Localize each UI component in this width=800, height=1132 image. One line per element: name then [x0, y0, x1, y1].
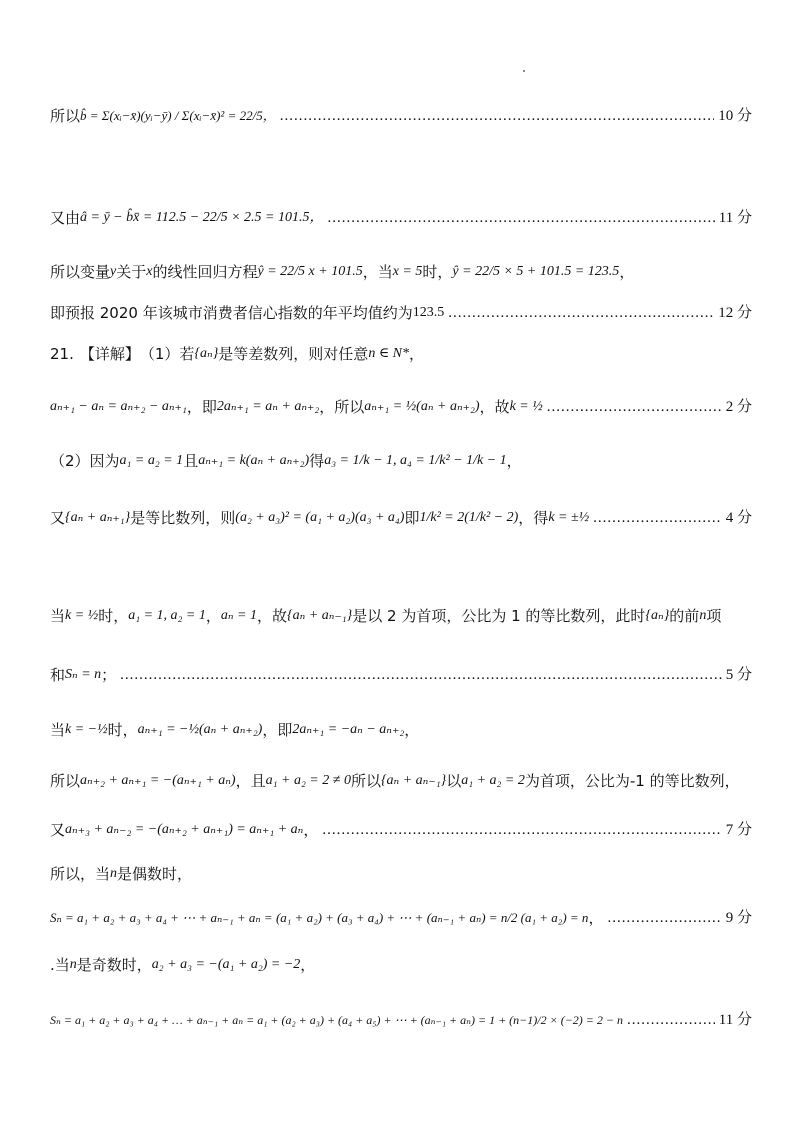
line-recurrence — [50, 820, 752, 840]
text: 所以变量 — [50, 263, 111, 281]
text: 当 — [50, 721, 66, 739]
formula: a₂ + a₃ = −(a₁ + a₂) = −2 — [151, 957, 301, 972]
formula-k: k = ±½ — [548, 510, 590, 525]
value: 123.5 — [412, 305, 445, 320]
text: （1）若 — [139, 345, 195, 363]
text: 所以 — [50, 772, 81, 790]
score: 12 分 — [718, 305, 752, 321]
text: ，即 — [262, 721, 293, 739]
var-y: y — [110, 264, 117, 279]
sequence: {aₙ + aₙ₋₁} — [287, 608, 353, 623]
text: ， — [303, 821, 319, 839]
text: 所以，当 — [50, 865, 111, 883]
formula: aₙ₊₁ = ½(aₙ + aₙ₊₂) — [364, 399, 480, 414]
formula: 2aₙ₊₁ = aₙ + aₙ₊₂ — [216, 399, 320, 414]
text: ，且 — [235, 772, 266, 790]
score: 9 分 — [725, 910, 752, 926]
text: 的前 — [669, 607, 700, 625]
text: ； — [101, 666, 117, 684]
formula-regression: ŷ = 22/5 x + 101.5 — [257, 264, 363, 279]
leader-dots — [120, 665, 722, 685]
sequence: {aₙ} — [645, 608, 670, 623]
formula: aₙ₊₁ = k(aₙ + aₙ₊₂) — [198, 453, 310, 468]
line-intercept — [50, 208, 752, 228]
text: ， — [588, 909, 604, 927]
leader-dots — [593, 508, 722, 528]
formula: 1/k² = 2(1/k² − 2) — [419, 510, 519, 525]
score: 11 分 — [718, 210, 752, 226]
text: 是偶数时， — [117, 865, 193, 883]
text: ， — [205, 607, 221, 625]
line-regression-equation — [50, 262, 752, 282]
text: ，所以 — [319, 398, 365, 416]
text: ，故 — [256, 607, 287, 625]
leader-dots — [322, 820, 721, 840]
line-even-sum — [50, 908, 752, 928]
text: ，故 — [479, 398, 510, 416]
formula: a₃ = 1/k − 1, a₄ = 1/k² − 1/k − 1 — [324, 453, 507, 468]
formula: a₁ + a₂ = 2 — [461, 773, 525, 788]
sequence: {aₙ + aₙ₋₁} — [380, 773, 447, 788]
formula: aₙ₊₁ − aₙ = aₙ₊₂ − aₙ₊₁ — [50, 399, 187, 414]
leader-dots — [327, 208, 714, 228]
stray-dot — [523, 70, 525, 72]
formula-prediction: ŷ = 22/5 × 5 + 101.5 = 123.5 — [452, 264, 620, 279]
formula-sum: Sₙ = n — [65, 667, 102, 682]
text: 时， — [98, 607, 129, 625]
text: 又 — [50, 821, 66, 839]
leader-dots — [607, 908, 721, 928]
leader-dots — [448, 303, 714, 323]
formula: a₁ + a₂ = 2 ≠ 0 — [265, 773, 351, 788]
text: 是等比数列，则 — [130, 509, 236, 527]
line-case-k-half — [50, 606, 752, 626]
formula-sum-even: Sₙ = a₁ + a₂ + a₃ + a₄ + ⋯ + aₙ₋₁ + aₙ = (a₁ + a₂) + (a₃ + a₄) + ⋯ + (aₙ₋₁ + aₙ) = n/2 (a₁ + a₂) = n — [50, 910, 589, 925]
text: ， — [409, 345, 425, 363]
line-arithmetic-derivation — [50, 397, 752, 417]
leader-dots — [280, 106, 715, 126]
sequence: {aₙ} — [194, 346, 219, 361]
formula: 2aₙ₊₁ = −aₙ − aₙ₊₂ — [292, 722, 405, 737]
line-geometric-condition — [50, 508, 752, 528]
condition: n ∈ N* — [368, 346, 410, 361]
line-case-k-neg-half — [50, 720, 752, 740]
var-x: x — [146, 264, 153, 279]
formula: aₙ₊₃ + aₙ₋₂ = −(aₙ₊₂ + aₙ₊₁) = aₙ₊₁ + aₙ — [65, 822, 304, 837]
text: ， — [404, 721, 420, 739]
formula: (a₂ + a₃)² = (a₁ + a₂)(a₃ + a₄) — [235, 510, 405, 525]
formula: a₁ = 1, a₂ = 1 — [128, 608, 206, 623]
formula-k: k = ½ — [65, 608, 99, 623]
text: 关于 — [116, 263, 147, 281]
formula-sum-odd: Sₙ = a₁ + a₂ + a₃ + a₄ + … + aₙ₋₁ + aₙ = a₁ + (a₂ + a₃) + (a₄ + a₅) + ⋯ + (aₙ₋₁ + aₙ) = 1 + (n−1)/2 × (−2) = 2 − n — [50, 1013, 623, 1027]
line-even-case — [50, 864, 752, 884]
text: 以 — [446, 772, 462, 790]
line-sum-case1 — [50, 665, 752, 685]
text: ， — [619, 263, 635, 281]
score: 11 分 — [718, 1012, 752, 1028]
score: 4 分 — [725, 510, 752, 526]
line-prediction-conclusion — [50, 303, 752, 323]
leader-dots — [627, 1010, 715, 1030]
leader-dots — [547, 397, 722, 417]
text: 是以 2 为首项，公比为 1 的等比数列，此时 — [352, 607, 646, 625]
text: 当 — [50, 607, 66, 625]
text: ，即 — [186, 398, 217, 416]
formula-x-equals: x = 5 — [392, 264, 423, 279]
var-n: n — [699, 608, 707, 623]
var-n: n — [110, 866, 118, 881]
score: 2 分 — [725, 399, 752, 415]
text: 即预报 2020 年该城市消费者信心指数的年平均值约为 — [50, 304, 413, 322]
formula-k: k = −½ — [65, 722, 108, 737]
line-q21-part1 — [50, 344, 752, 364]
text: 得 — [309, 452, 325, 470]
text: 的线性回归方程 — [152, 263, 258, 281]
formula-a-hat: â = ȳ − b̂x̄ = 112.5 − 22/5 × 2.5 = 101.5， — [80, 210, 324, 225]
score: 5 分 — [725, 667, 752, 683]
text: ， — [506, 452, 522, 470]
line-slope-formula — [50, 106, 752, 126]
text: ，得 — [518, 509, 549, 527]
text: 又 — [50, 509, 66, 527]
formula: aₙ₊₂ + aₙ₊₁ = −(aₙ₊₁ + aₙ) — [80, 773, 236, 788]
formula-k: k = ½ — [509, 399, 543, 414]
text: 是等差数列，则对任意 — [218, 345, 369, 363]
score: 7 分 — [725, 822, 752, 838]
formula: aₙ₊₁ = −½(aₙ + aₙ₊₂) — [137, 722, 263, 737]
text: （2）因为 — [50, 452, 120, 470]
line-part2-setup — [50, 451, 752, 471]
text: 所以 — [50, 107, 81, 125]
text: 时， — [422, 263, 453, 281]
line-geometric-neg — [50, 771, 752, 791]
formula: a₁ = a₂ = 1 — [119, 453, 184, 468]
score: 10 分 — [718, 108, 752, 124]
text: 时， — [107, 721, 138, 739]
formula-b-hat: b̂ = Σ(xᵢ−x̄)(yᵢ−ȳ) / Σ(xᵢ−x̄)² = 22/5， — [80, 108, 276, 123]
text: ， — [300, 956, 316, 974]
text: 是奇数时， — [76, 956, 152, 974]
formula: aₙ = 1 — [220, 608, 257, 623]
text: 又由 — [50, 209, 81, 227]
line-odd-sum — [50, 1010, 752, 1030]
detail-label: 【详解】 — [79, 345, 140, 363]
sequence: {aₙ + aₙ₊₁} — [65, 510, 131, 525]
text: ，当 — [362, 263, 393, 281]
question-number: 21. — [50, 345, 74, 363]
text: 所以 — [350, 772, 381, 790]
text: .当 — [50, 956, 70, 974]
var-n: n — [69, 957, 77, 972]
text: 项 — [706, 607, 722, 625]
text: 即 — [404, 509, 420, 527]
text: 且 — [183, 452, 199, 470]
text: 和 — [50, 666, 66, 684]
line-odd-case — [50, 955, 752, 975]
text: 为首项，公比为-1 的等比数列， — [524, 772, 740, 790]
